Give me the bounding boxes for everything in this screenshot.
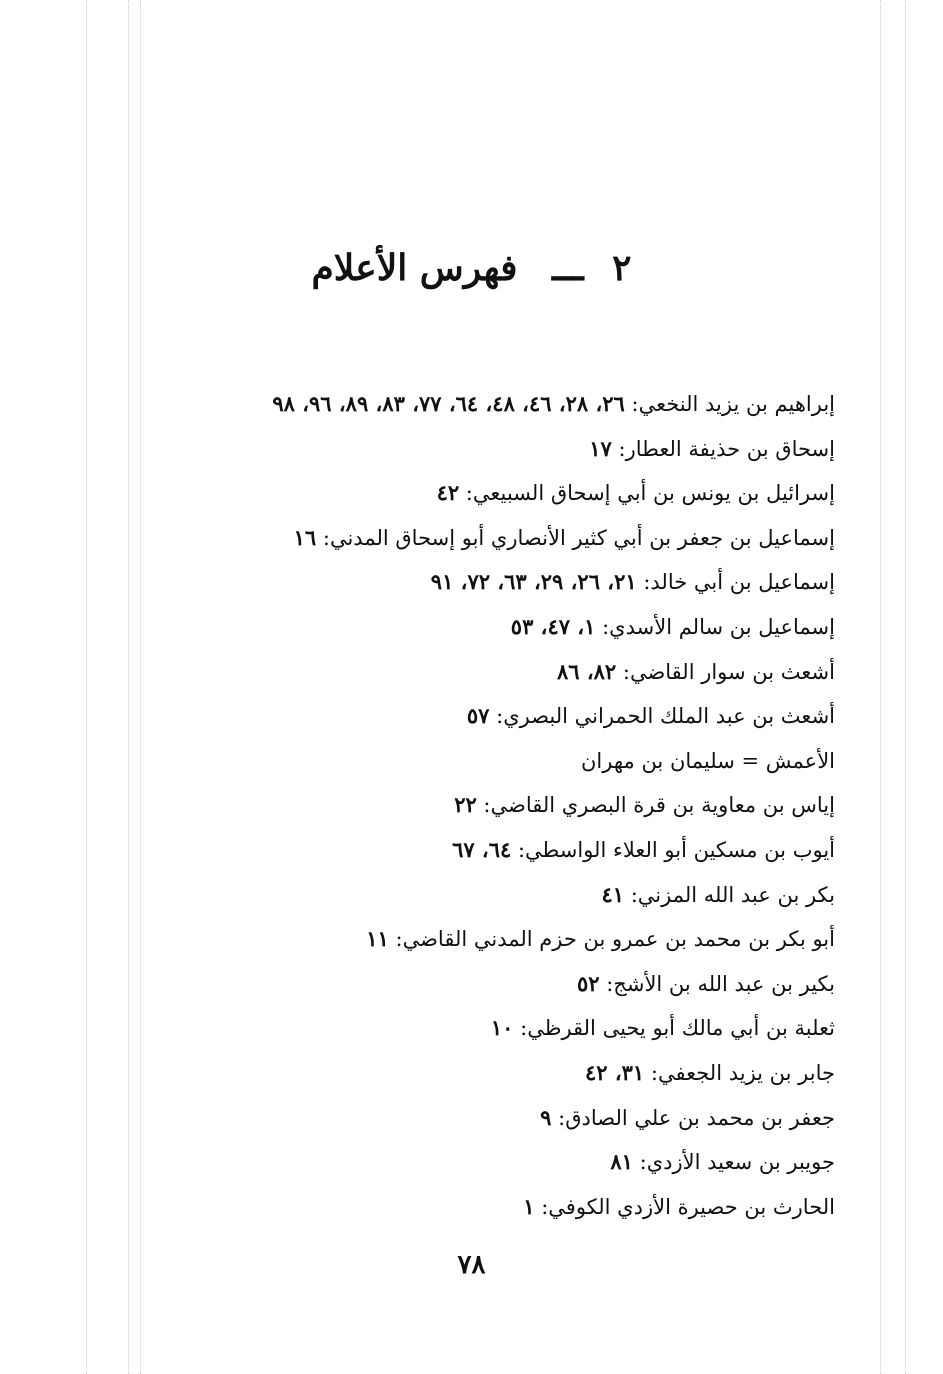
entry-page-refs: ٥٧	[466, 703, 490, 729]
entry-page-refs: ٨١	[610, 1149, 633, 1175]
index-entry	[135, 384, 835, 429]
entry-page-refs: ١، ٤٧، ٥٣	[510, 613, 596, 639]
index-entry	[135, 964, 835, 1009]
index-entry	[135, 741, 835, 786]
index-entry	[135, 562, 835, 607]
index-entry	[135, 1098, 835, 1143]
entry-name: جويبر بن سعيد الأزدي	[646, 1150, 835, 1175]
entry-separator: :	[534, 1194, 549, 1219]
entry-separator: :	[644, 1060, 658, 1085]
entry-name: أبو بكر بن محمد بن عمرو بن حزم المدني القاضي	[402, 927, 835, 952]
entry-separator: :	[476, 793, 491, 818]
entry-name: إسحاق بن حذيفة العطار	[625, 436, 835, 461]
index-entry	[135, 652, 835, 697]
index-entry	[135, 429, 835, 474]
index-entry	[135, 473, 835, 518]
entry-page-refs: ٢٦، ٢٨، ٤٦، ٤٨، ٦٤، ٧٧، ٨٣، ٨٩، ٩٦، ٩٨	[272, 391, 625, 416]
entry-name: إبراهيم بن يزيد النخعي	[638, 392, 835, 416]
scan-artifact-line	[880, 0, 881, 1374]
index-entry	[135, 785, 835, 830]
entry-separator: :	[513, 1016, 528, 1041]
entry-separator: :	[551, 1105, 566, 1130]
entry-name: جعفر بن محمد بن علي الصادق	[565, 1105, 835, 1130]
entry-name: الحارث بن حصيرة الأزدي الكوفي	[548, 1194, 835, 1219]
entry-separator: :	[489, 704, 504, 729]
index-entry	[135, 875, 835, 920]
scan-artifact-line	[905, 0, 906, 1374]
entry-separator: :	[616, 659, 630, 684]
entry-name: ثعلبة بن أبي مالك أبو يحيى القرظي	[527, 1016, 835, 1041]
entry-page-refs: ٤٢	[436, 480, 460, 506]
entry-page-refs: ٥٢	[576, 970, 600, 996]
entry-separator: :	[599, 971, 614, 996]
entry-separator: :	[388, 927, 403, 952]
entry-name: الأعمش = سليمان بن مهران	[581, 748, 835, 773]
entry-name: أشعث بن عبد الملك الحمراني البصري	[503, 704, 835, 729]
entry-name: بكر بن عبد الله المزني	[637, 882, 835, 907]
index-entry	[135, 696, 835, 741]
index-entry	[135, 1008, 835, 1053]
index-entry	[135, 1142, 835, 1187]
entry-page-refs: ١٠	[490, 1015, 514, 1041]
entry-name: إسماعيل بن أبي خالد	[650, 570, 835, 595]
entry-page-refs: ٢٢	[454, 792, 477, 818]
entry-name: أيوب بن مسكين أبو العلاء الواسطي	[525, 837, 835, 862]
entry-name: إياس بن معاوية بن قرة البصري القاضي	[490, 793, 835, 818]
index-entry	[135, 1187, 835, 1232]
index-entry	[135, 919, 835, 964]
entry-page-refs: ١٦	[293, 524, 317, 550]
entry-name: إسماعيل بن جعفر بن أبي كثير الأنصاري أبو إسحاق المدني	[329, 525, 835, 550]
entry-separator: :	[636, 570, 651, 595]
index-entry	[135, 830, 835, 875]
entry-page-refs: ٢١، ٢٦، ٢٩، ٦٣، ٧٢، ٩١	[430, 569, 637, 595]
page-title	[0, 238, 943, 298]
entry-separator: :	[316, 525, 330, 550]
entry-name: بكير بن عبد الله بن الأشج	[613, 971, 835, 996]
page-number: ٧٨	[457, 1250, 486, 1280]
entry-separator: :	[511, 837, 526, 862]
index-entry	[135, 607, 835, 652]
scan-artifact-line	[128, 0, 129, 1374]
entry-separator: :	[611, 436, 626, 461]
scan-artifact-line	[86, 0, 87, 1374]
section-title: فهرس الأعلام	[311, 247, 518, 289]
entry-separator: :	[632, 1150, 647, 1175]
entry-page-refs: ١	[523, 1193, 535, 1219]
entry-separator: :	[459, 481, 473, 506]
entry-separator: :	[624, 882, 638, 907]
entry-page-refs: ١٧	[589, 435, 612, 461]
entry-page-refs: ٩	[540, 1104, 552, 1130]
entry-name: إسماعيل بن سالم الأسدي	[609, 614, 835, 639]
entry-separator: :	[595, 614, 610, 639]
entry-name: إسرائيل بن يونس بن أبي إسحاق السبيعي	[472, 481, 835, 506]
index-entry	[135, 518, 835, 563]
entry-page-refs: ٣١، ٤٢	[585, 1059, 645, 1085]
index-list	[135, 384, 835, 1231]
entry-page-refs: ٦٤، ٦٧	[452, 836, 512, 862]
section-number: ٢	[612, 247, 632, 289]
entry-name: جابر بن يزيد الجعفي	[657, 1060, 835, 1085]
entry-page-refs: ١١	[366, 926, 389, 952]
entry-page-refs: ٤١	[601, 881, 625, 907]
entry-name: أشعث بن سوار القاضي	[629, 659, 835, 684]
entry-page-refs: ٨٢، ٨٦	[556, 658, 617, 684]
index-entry	[135, 1053, 835, 1098]
entry-separator: :	[624, 392, 639, 416]
section-dash: ـــ	[551, 247, 584, 289]
